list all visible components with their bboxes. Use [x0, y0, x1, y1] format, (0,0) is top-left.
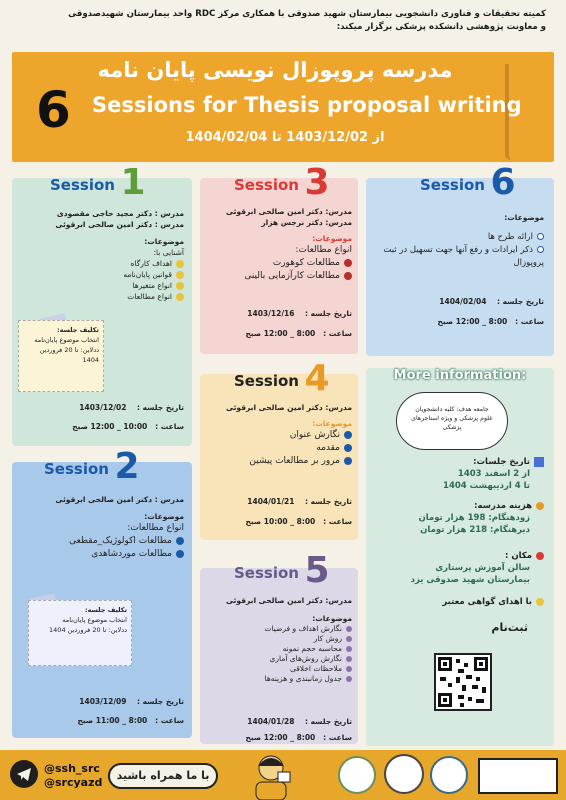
- info-fee-early: زودهنگام: 198 هزار تومان: [418, 513, 530, 523]
- session-1-number: 1: [120, 162, 146, 203]
- list-item: اهداف کارگاه: [16, 258, 184, 269]
- list-item: محاسبه حجم نمونه: [206, 644, 352, 654]
- session-4-heading: [234, 358, 330, 399]
- session-3-teacher-2: مدرس: دکتر نرجس هزار: [261, 218, 352, 227]
- session-5-schedule: [206, 716, 352, 743]
- target-audience-text: جامعه هدف: کلیه دانشجویان علوم پزشکی و ویژه استاجرهای پزشکی: [411, 406, 493, 431]
- slogan-text: با ما همراه باشید: [116, 769, 210, 782]
- bullet-icon: [346, 666, 352, 672]
- list-item: ارائه طرح ها: [372, 231, 544, 244]
- session-1-time-label: ساعت :: [155, 422, 184, 431]
- bullet-icon: [346, 656, 352, 662]
- banner-date-range: از 1403/12/02 تا 1404/02/04: [185, 130, 385, 145]
- calendar-icon: [534, 457, 544, 467]
- session-2-date-label: تاریخ جلسه :: [136, 697, 184, 706]
- session-1-label: Session: [50, 176, 115, 194]
- session-4-time-label: ساعت :: [323, 517, 352, 526]
- session-2-time-label: ساعت :: [155, 716, 184, 725]
- session-2-date: 1403/12/09: [79, 697, 127, 706]
- session-2-teacher: مدرس : دکتر امین صالحی ابرقوئی: [55, 495, 184, 504]
- info-dates-line-2: تا 4 اردیبهشت 1404: [443, 481, 530, 491]
- bullet-icon: [176, 293, 184, 301]
- session-2-topics-head: موضوعات:: [144, 512, 184, 521]
- list-item: نگارش عنوان: [206, 429, 352, 442]
- session-1-teacher-2: مدرس : دکتر امین صالحی ابرقوئی: [55, 220, 184, 229]
- bullet-icon: [344, 272, 352, 280]
- session-6-content: [372, 212, 544, 270]
- bullet-icon: [176, 537, 184, 545]
- bullet-icon: [176, 260, 184, 268]
- list-item: مطالعات کوهورت: [206, 257, 352, 270]
- session-2-hw-text: انتخاب موضوع پایان‌نامه: [62, 616, 127, 624]
- session-5-teacher: مدرس: دکتر امین صالحی ابرقوئی: [226, 596, 352, 605]
- session-3-time-label: ساعت :: [323, 329, 352, 338]
- bullet-icon: [346, 626, 352, 632]
- session-5-date-label: تاریخ جلسه :: [304, 717, 352, 726]
- session-2-content: [16, 494, 184, 561]
- session-3-number: 3: [304, 162, 330, 203]
- bullet-icon: [346, 646, 352, 652]
- bullet-icon: [344, 431, 352, 439]
- bullet-icon: [176, 271, 184, 279]
- bullet-icon: [537, 246, 544, 253]
- session-3-date: 1403/12/16: [247, 309, 295, 318]
- bullet-icon: [176, 550, 184, 558]
- session-3-time: 8:00 _ 12:00 صبح: [245, 329, 316, 338]
- telegram-handle-2[interactable]: @srcyazd: [44, 776, 103, 789]
- list-item: ملاحظات اخلاقی: [206, 664, 352, 674]
- list-item: نگارش روش‌های آماری: [206, 654, 352, 664]
- banner-big-number: 6: [36, 81, 71, 139]
- session-4-time: 8:00 _ 10:00 صبح: [245, 517, 316, 526]
- session-1-time: 10:00 _ 12:00 صبح: [72, 422, 148, 431]
- bullet-icon: [176, 282, 184, 290]
- location-pin-icon: [536, 552, 544, 560]
- session-6-time: 8:00 _ 12:00 صبح: [437, 317, 508, 326]
- info-dates-head: تاریخ جلسات:: [372, 456, 544, 468]
- session-1-content: [16, 208, 184, 302]
- session-1-hw-title: تکلیف جلسه:: [56, 326, 99, 334]
- banner-title-en: Sessions for Thesis proposal writing: [92, 93, 522, 117]
- session-4-date: 1404/01/21: [247, 497, 295, 506]
- info-place-line-1: سالن آموزش پرستاری: [435, 563, 530, 573]
- session-1-date-label: تاریخ جلسه :: [136, 403, 184, 412]
- session-5-content: [206, 596, 352, 684]
- session-4-number: 4: [304, 358, 330, 399]
- list-item: نگارش اهداف و فرضیات: [206, 624, 352, 634]
- session-2-number: 2: [114, 446, 140, 487]
- list-item: انواع مطالعات: [16, 291, 184, 302]
- session-3-teacher-1: مدرس: دکتر امین صالحی ابرقوئی: [226, 207, 352, 216]
- info-content: [372, 456, 544, 634]
- session-3-schedule: [206, 308, 352, 339]
- list-item: مقدمه: [206, 442, 352, 455]
- session-1-teacher-1: مدرس : دکتر مجید حاجی مقصودی: [56, 209, 184, 218]
- session-1-heading: [50, 162, 146, 203]
- list-item: مطالعات موردشاهدی: [16, 548, 184, 561]
- session-1-date: 1403/12/02: [79, 403, 127, 412]
- info-dates-line-1: از 2 اسفند 1403: [457, 469, 530, 479]
- bullet-icon: [346, 676, 352, 682]
- session-2-heading: [44, 446, 140, 487]
- session-6-time-label: ساعت :: [515, 317, 544, 326]
- session-3-topics-head: موضوعات:: [312, 234, 352, 243]
- session-6-label: Session: [420, 176, 485, 194]
- list-item: روش کار: [206, 634, 352, 644]
- list-item: مطالعات کارآزمایی بالینی: [206, 270, 352, 283]
- logo-icon: [430, 756, 468, 794]
- session-3-content: [206, 206, 352, 283]
- session-5-topics-head: موضوعات:: [312, 614, 352, 623]
- registration-qr-code[interactable]: [434, 653, 492, 711]
- session-5-label: Session: [234, 564, 299, 582]
- list-item: مرور بر مطالعات پیشین: [206, 455, 352, 468]
- session-5-time: 8:00 _ 12:00 صبح: [245, 733, 316, 742]
- telegram-handle-1[interactable]: @ssh_src: [44, 762, 100, 775]
- telegram-icon[interactable]: [10, 760, 38, 788]
- bullet-icon: [346, 636, 352, 642]
- session-5-time-label: ساعت :: [323, 733, 352, 742]
- session-4-teacher: مدرس: دکتر امین صالحی ابرقوئی: [226, 403, 352, 412]
- slogan-pill: [108, 763, 218, 789]
- logo-icon: [338, 756, 376, 794]
- session-1-schedule: [16, 402, 184, 432]
- info-place-head: مکان :: [372, 550, 544, 562]
- register-label[interactable]: ثبت‌نام: [491, 621, 528, 634]
- session-4-schedule: [206, 496, 352, 527]
- session-6-heading: [420, 162, 516, 203]
- session-1-hw-deadline: ددلاین: تا 20 فروردین 1404: [39, 346, 99, 364]
- bullet-icon: [537, 233, 544, 240]
- session-6-number: 6: [490, 162, 516, 203]
- session-5-heading: [234, 550, 330, 591]
- session-4-date-label: تاریخ جلسه :: [304, 497, 352, 506]
- info-title: More information:: [393, 368, 527, 383]
- session-6-date-label: تاریخ جلسه :: [496, 297, 544, 306]
- session-2-intro: انواع مطالعات:: [127, 523, 184, 533]
- list-item: ذکر ایرادات و رفع آنها جهت تسهیل در ثبت پروپوزال: [383, 245, 544, 268]
- bullet-icon: [344, 457, 352, 465]
- session-3-heading: [234, 162, 330, 203]
- certificate-icon: [536, 598, 544, 606]
- session-5-number: 5: [304, 550, 330, 591]
- session-2-label: Session: [44, 460, 109, 478]
- info-fee-late: دیرهنگام: 218 هزار تومان: [420, 525, 530, 535]
- session-2-homework-note: [28, 600, 132, 666]
- session-1-homework-note: [18, 320, 104, 392]
- list-item: جدول زمانبندی و هزینه‌ها: [206, 674, 352, 684]
- list-item: انواع متغیرها: [16, 280, 184, 291]
- logo-icon: [384, 754, 424, 794]
- bullet-icon: [344, 259, 352, 267]
- info-fee-head: هزینه مدرسه:: [372, 500, 544, 512]
- target-audience-cloud: [396, 392, 508, 450]
- banner-title-fa: مدرسه پروپوزال نویسی پایان نامه: [97, 58, 453, 82]
- session-6-topics-head: موضوعات:: [504, 213, 544, 222]
- session-6-schedule: [372, 296, 544, 327]
- session-2-time: 8:00 _ 11:00 صبح: [77, 716, 148, 725]
- session-1-intro: آشنایی با:: [153, 248, 184, 257]
- logo-icon: [478, 758, 558, 794]
- session-4-content: [206, 402, 352, 468]
- bullet-icon: [344, 444, 352, 452]
- session-2-hw-deadline: ددلاین: تا 20 فروردین 1404: [49, 626, 127, 634]
- session-4-label: Session: [234, 372, 299, 390]
- list-item: مطالعات اکولوژیک_مقطعی: [16, 535, 184, 548]
- info-certificate: با اهدای گواهی معتبر: [372, 596, 544, 608]
- qr-code-icon: [436, 655, 490, 709]
- session-2-schedule: [16, 696, 184, 726]
- list-item: قوانین پایان‌نامه: [16, 269, 184, 280]
- organizer-line-2: و معاونت پژوهشی دانشکده پزشکی برگزار میکند:: [336, 22, 546, 32]
- session-1-topics-head: موضوعات:: [144, 237, 184, 246]
- session-3-label: Session: [234, 176, 299, 194]
- session-1-hw-text: انتخاب موضوع پایان‌نامه: [34, 336, 99, 344]
- session-5-date: 1404/01/28: [247, 717, 295, 726]
- session-4-topics-head: موضوعات:: [312, 419, 352, 428]
- info-place-line-2: بیمارستان شهید صدوقی یزد: [410, 575, 530, 585]
- organizer-text: [20, 8, 546, 34]
- coin-icon: [536, 502, 544, 510]
- person-icon: [248, 750, 294, 800]
- session-3-intro: انواع مطالعات:: [295, 245, 352, 255]
- organizer-line-1: کمیته تحقیقات و فناوری دانشجویی بیمارستان شهید صدوقی با همکاری مرکز RDC واحد بیمارستان شهیدصدوقی: [68, 9, 546, 19]
- session-3-date-label: تاریخ جلسه :: [304, 309, 352, 318]
- session-2-hw-title: تکلیف جلسه:: [84, 606, 127, 614]
- session-6-date: 1404/02/04: [439, 297, 487, 306]
